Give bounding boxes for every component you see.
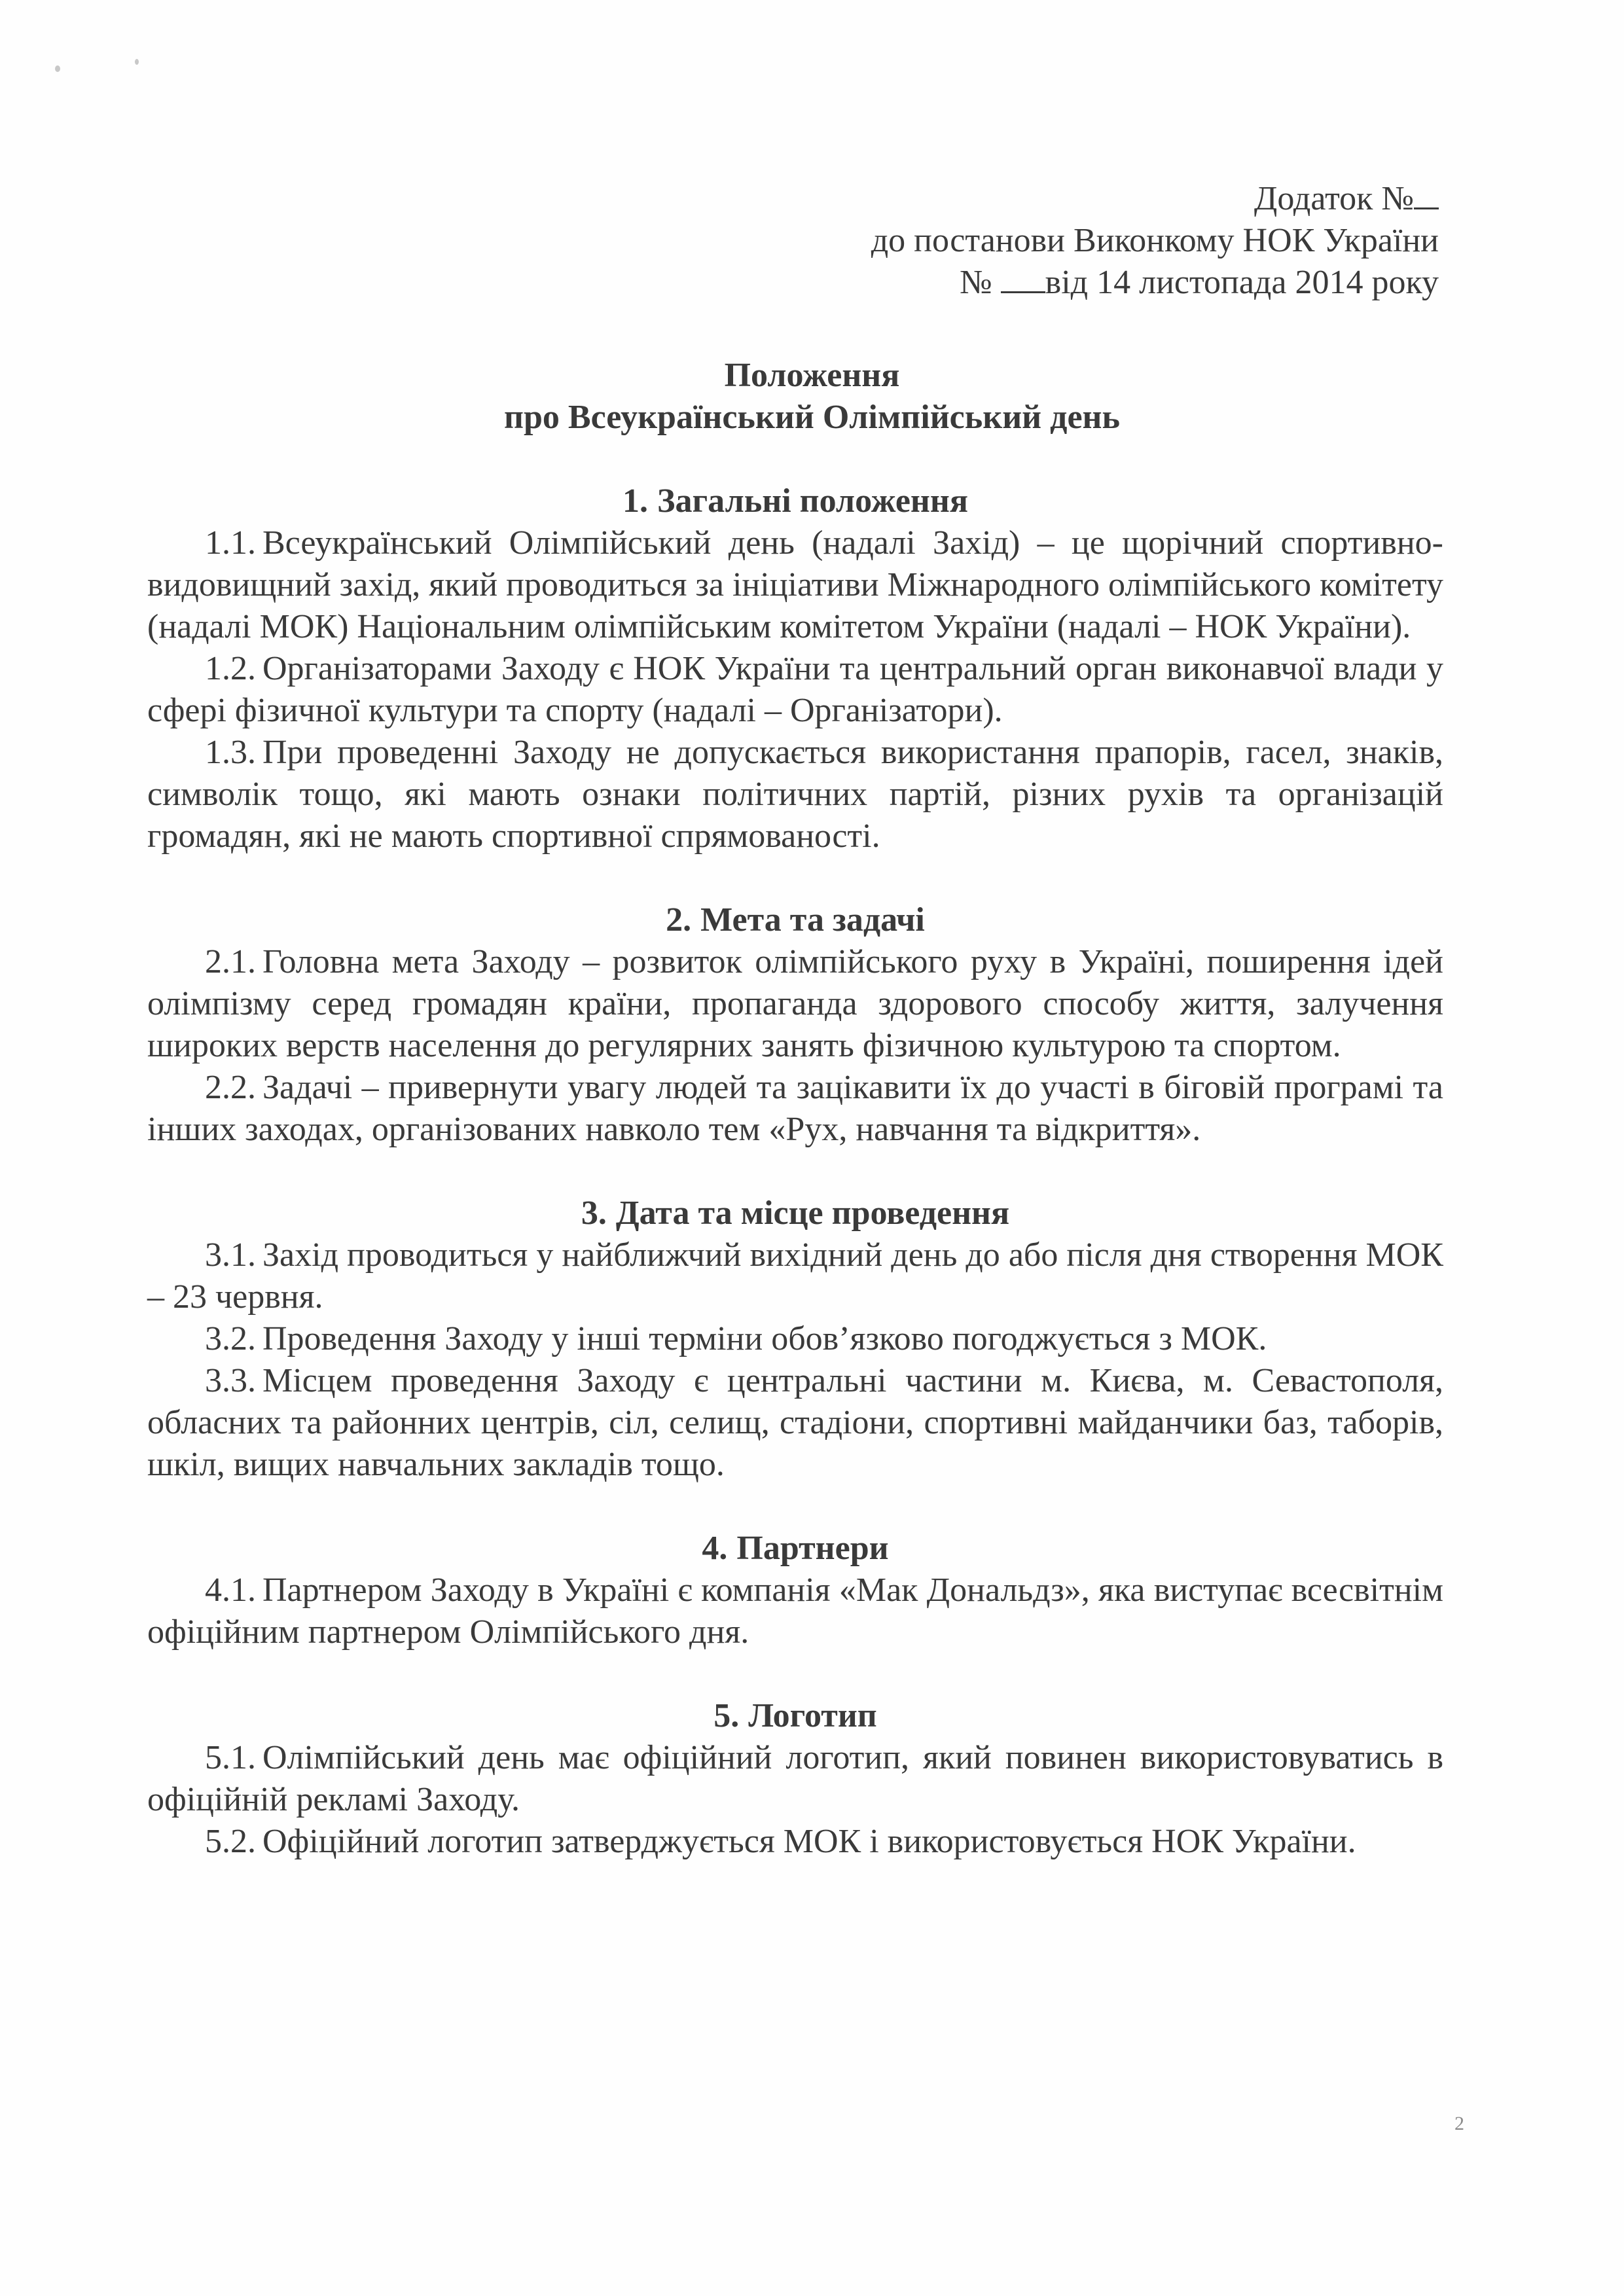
paragraph-text: Офіційний логотип затверджується МОК і використовується НОК України. [262,1823,1356,1860]
paragraph [147,941,1443,1067]
paragraph-number: 3.2. [205,1320,256,1357]
scan-speck [135,59,139,65]
paragraph-text: Олімпійський день має офіційний логотип, який повинен використовуватись в офіційній рекламі Заходу. [147,1739,1443,1818]
paragraph-number: 4.1. [205,1571,256,1609]
paragraph [147,1067,1443,1151]
section-heading [147,1695,1443,1737]
section-title: Загальні положення [657,482,968,520]
paragraph-number: 3.1. [205,1236,256,1274]
resolution-number-blank [1001,289,1045,293]
document-body [147,480,1443,1863]
paragraph-number: 3.3. [205,1362,256,1399]
annex-number-blank [1414,205,1439,209]
title-line-1: Положення [724,357,900,394]
annex-number-label: Додаток № [1254,180,1414,217]
paragraph [147,1318,1443,1360]
paragraph-text: Партнером Заходу в Україні є компанія «Мак Дональдз», яка виступає всесвітнім офіційним партнером Олімпійського дня. [147,1571,1443,1651]
paragraph-number: 1.3. [205,734,256,771]
section-number: 3. [581,1194,607,1232]
paragraph-number: 1.1. [205,524,256,562]
spacer [147,1486,1443,1528]
section-number: 1. [623,482,649,520]
paragraph-text: Задачі – привернути увагу людей та зацікавити їх до участі в біговій програмі та інших заходах, організованих навколо тем «Рух, навчання та відкриття». [147,1069,1443,1148]
section-heading [147,1193,1443,1234]
section-goals-and-tasks [147,899,1443,1151]
section-number: 2. [666,901,692,939]
paragraph [147,732,1443,857]
paragraph-number: 1.2. [205,650,256,687]
section-partners [147,1528,1443,1653]
section-general-provisions [147,480,1443,857]
paragraph [147,522,1443,648]
spacer [147,1653,1443,1695]
section-number: 4. [702,1530,728,1567]
paragraph-number: 2.2. [205,1069,256,1106]
title-line-2: про Всеукраїнський Олімпійський день [504,399,1120,436]
section-heading [147,1528,1443,1570]
spacer [147,1151,1443,1193]
paragraph-text: При проведенні Заходу не допускається використання прапорів, гасел, знаків, символік тощо, які мають ознаки політичних партій, різних рухів та організацій громадян, які не мають спортивної спрямованості. [147,734,1443,855]
spacer [147,857,1443,899]
resolution-line: до постанови Виконкому НОК України [871,222,1439,259]
paragraph-number: 5.2. [205,1823,256,1860]
paragraph-number: 2.1. [205,943,256,980]
paragraph [147,1360,1443,1486]
resolution-number-label: № [960,264,992,301]
paragraph-text: Головна мета Заходу – розвиток олімпійського руху в Україні, поширення ідей олімпізму серед громадян країни, пропаганда здорового способу життя, залучення широких верств населення до регулярних занять фізичною культурою та спортом. [147,943,1443,1064]
section-number: 5. [713,1697,740,1734]
annex-number-line [871,178,1439,220]
annex-header [871,178,1439,304]
section-logo [147,1695,1443,1863]
resolution-date: від 14 листопада 2014 року [1045,264,1439,301]
paragraph [147,1737,1443,1821]
section-title: Партнери [736,1530,889,1567]
section-date-and-venue [147,1193,1443,1486]
paragraph-number: 5.1. [205,1739,256,1776]
paragraph-text: Місцем проведення Заходу є центральні частини м. Києва, м. Севастополя, обласних та районних центрів, сіл, селищ, стадіони, спортивні майданчики баз, таборів, шкіл, вищих навчальних закладів тощо. [147,1362,1443,1483]
section-title: Дата та місце проведення [615,1194,1010,1232]
paragraph-text: Захід проводиться у найближчий вихідний день до або після дня створення МОК – 23 червня. [147,1236,1443,1316]
paragraph-text: Всеукраїнський Олімпійський день (надалі Захід) – це щорічний спортивно-видовищний захід, який проводиться за ініціативи Міжнародного олімпійського комітету (надалі МОК) Національним олімпійським комітетом України (надалі – НОК України). [147,524,1443,645]
resolution-date-line [871,262,1439,304]
paragraph [147,1821,1443,1863]
paragraph [147,648,1443,732]
section-heading [147,480,1443,522]
paragraph [147,1570,1443,1653]
scan-speck [55,65,60,72]
page-number: 2 [1454,2113,1464,2134]
section-title: Логотип [748,1697,877,1734]
paragraph-text: Проведення Заходу у інші терміни обов’язково погоджується з МОК. [262,1320,1267,1357]
paragraph-text: Організаторами Заходу є НОК України та центральний орган виконавчої влади у сфері фізичної культури та спорту (надалі – Організатори). [147,650,1443,729]
section-heading [147,899,1443,941]
section-title: Мета та задачі [700,901,925,939]
paragraph [147,1234,1443,1318]
document-title [0,355,1624,439]
